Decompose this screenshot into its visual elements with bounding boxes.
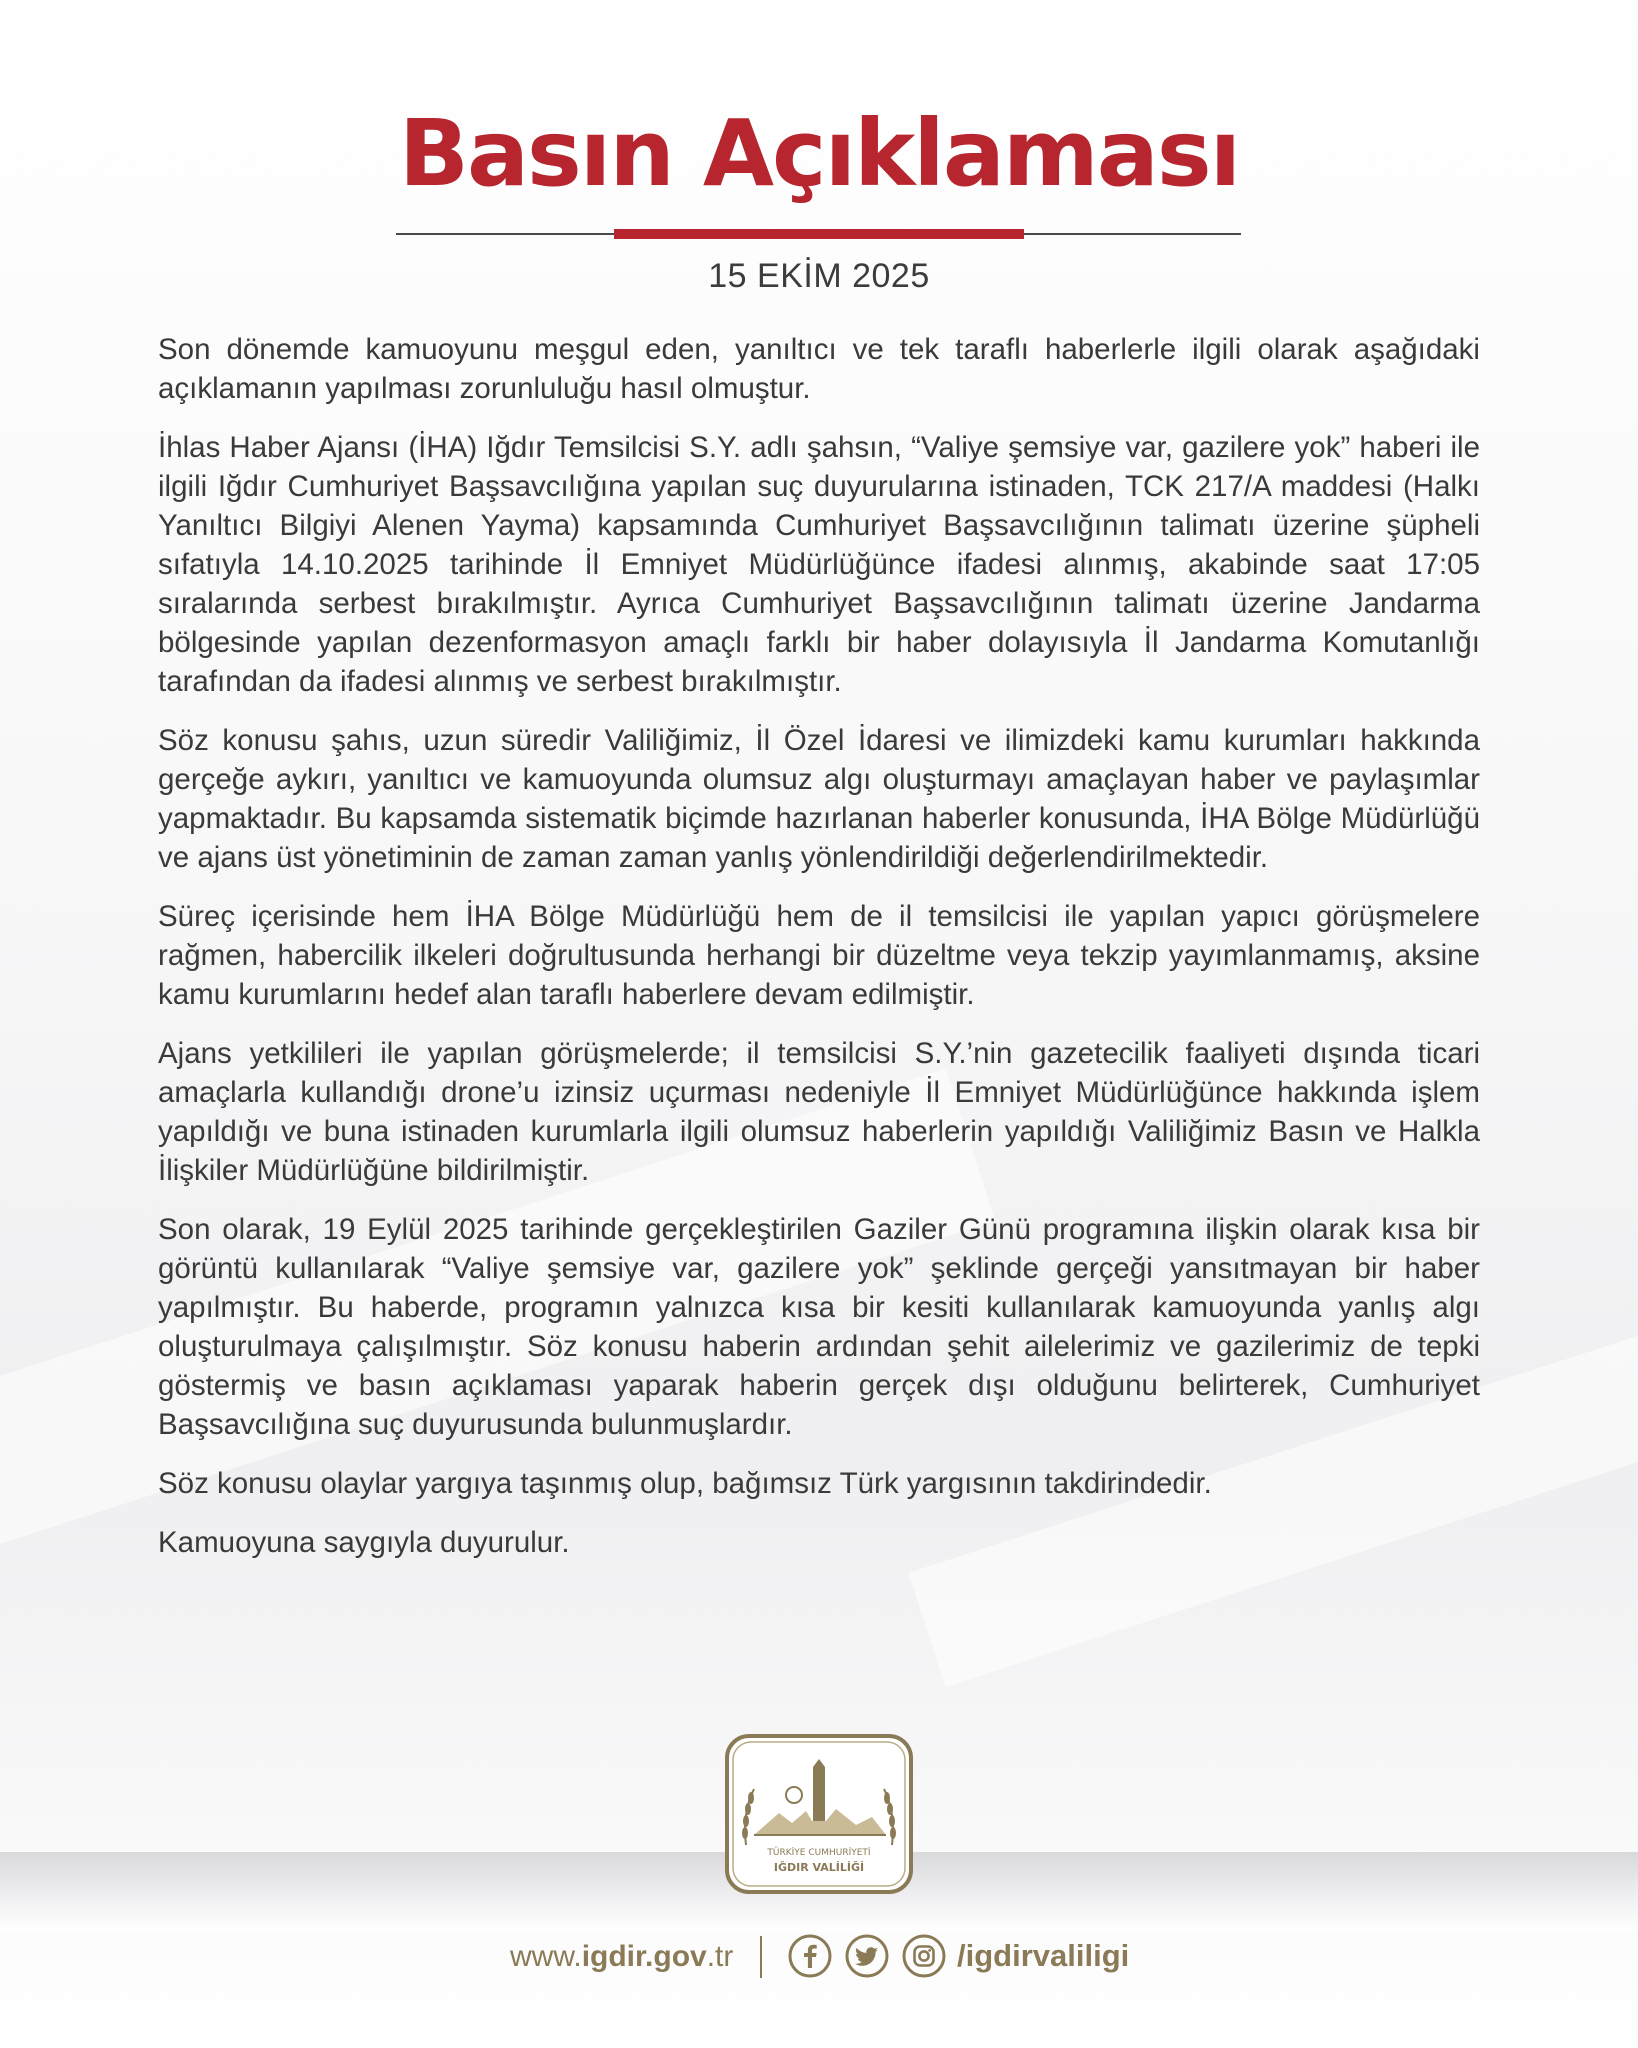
footer-divider — [760, 1936, 762, 1978]
release-date: 15 EKİM 2025 — [708, 257, 930, 295]
press-release-body — [158, 330, 1480, 1582]
emblem-line-2: IĞDIR VALİLİĞİ — [773, 1861, 865, 1874]
page-title: Basın Açıklaması — [398, 100, 1240, 207]
social-handle[interactable]: /igdirvaliligi — [957, 1938, 1130, 1973]
paragraph-veterans-day: Son olarak, 19 Eylül 2025 tarihinde gerçekleştirilen Gaziler Günü programına ilişkin olarak kısa bir görüntü kullanılarak “Valiye şemsiye var, gazilere yok” şeklinde gerçeği yansıtmayan bir haber yapılmıştır. Bu haberde, programın yalnızca kısa bir kesiti kullanılarak kamuoyunda yanlış algı oluşturulmaya çalışılmıştır. Söz konusu haberin ardından şehit ailelerimiz ve gazilerimiz de tepki göstermiş ve basın açıklaması yaparak haberin gerçek dışı olduğunu belirterek, Cumhuriyet Başsavcılığına suç duyurusunda bulunmuşlardır. — [158, 1213, 1480, 1441]
instagram-icon[interactable] — [902, 1934, 946, 1978]
footer — [0, 1930, 1638, 1986]
paragraph-judiciary: Söz konusu olaylar yargıya taşınmış olup, bağımsız Türk yargısının takdirindedir. — [158, 1467, 1212, 1500]
paragraph-closing: Kamuoyuna saygıyla duyurulur. — [158, 1526, 570, 1559]
website-suffix: .tr — [706, 1940, 734, 1973]
paragraph-intro: Son dönemde kamuoyunu meşgul eden, yanıltıcı ve tek taraflı haberlerle ilgili olarak aşağıdaki açıklamanın yapılması zorunluluğu hasıl olmuştur. — [158, 333, 1480, 405]
twitter-icon[interactable] — [845, 1934, 889, 1978]
website-link[interactable] — [510, 1940, 733, 1974]
paragraph-statement: İhlas Haber Ajansı (İHA) Iğdır Temsilcisi S.Y. adlı şahsın, “Valiye şemsiye var, gazilere yok” haberi ile ilgili Iğdır Cumhuriyet Başsavcılığına yapılan suç duyurularına istinaden, TCK 217/A maddesi (Halkı Yanıltıcı Bilgiyi Alenen Yayma) kapsamında Cumhuriyet Başsavcılığının talimatı üzerine şüpheli sıfatıyla 14.10.2025 tarihinde İl Emniyet Müdürlüğünce ifadesi alınmış, akabinde saat 17:05 sıralarında serbest bırakılmıştır. Ayrıca Cumhuriyet Başsavcılığının talimatı üzerine Jandarma bölgesinde yapılan dezenformasyon amaçlı farklı bir haber dolayısıyla İl Jandarma Komutanlığı tarafından da ifadesi alınmış ve serbest bırakılmıştır. — [158, 431, 1480, 698]
paragraph-process: Süreç içerisinde hem İHA Bölge Müdürlüğü hem de il temsilcisi ile yapılan yapıcı görüşmelere rağmen, habercilik ilkeleri doğrultusunda herhangi bir düzeltme veya tekzip yayımlanmamış, aksine kamu kurumlarını hedef alan taraflı haberlere devam edilmiştir. — [158, 900, 1480, 1011]
igdir-governorship-emblem — [724, 1733, 914, 1895]
title-accent-bar — [614, 229, 1024, 239]
website-prefix: www. — [510, 1940, 582, 1973]
website-domain: igdir.gov — [581, 1940, 707, 1973]
paragraph-meetings: Ajans yetkilileri ile yapılan görüşmelerde; il temsilcisi S.Y.’nin gazetecilik faaliyeti dışında ticari amaçlarla kullandığı drone’u izinsiz uçurması nedeniyle İl Emniyet Müdürlüğünce hakkında işlem yapıldığı ve buna istinaden kurumlarla ilgili olumsuz haberlerin yapıldığı Valiliğimiz Basın ve Halkla İlişkiler Müdürlüğüne bildirilmiştir. — [158, 1037, 1480, 1187]
facebook-icon[interactable] — [788, 1934, 832, 1978]
paragraph-subject: Söz konusu şahıs, uzun süredir Valiliğimiz, İl Özel İdaresi ve ilimizdeki kamu kurumları hakkında gerçeğe aykırı, yanıltıcı ve kamuoyunda olumsuz algı oluşturmayı amaçlayan haber ve paylaşımlar yapmaktadır. Bu kapsamda sistematik biçimde hazırlanan haberler konusunda, İHA Bölge Müdürlüğü ve ajans üst yönetiminin de zaman zaman yanlış yönlendirildiği değerlendirilmektedir. — [158, 724, 1480, 874]
emblem-line-1: TÜRKİYE CUMHURİYETİ — [767, 1848, 871, 1858]
